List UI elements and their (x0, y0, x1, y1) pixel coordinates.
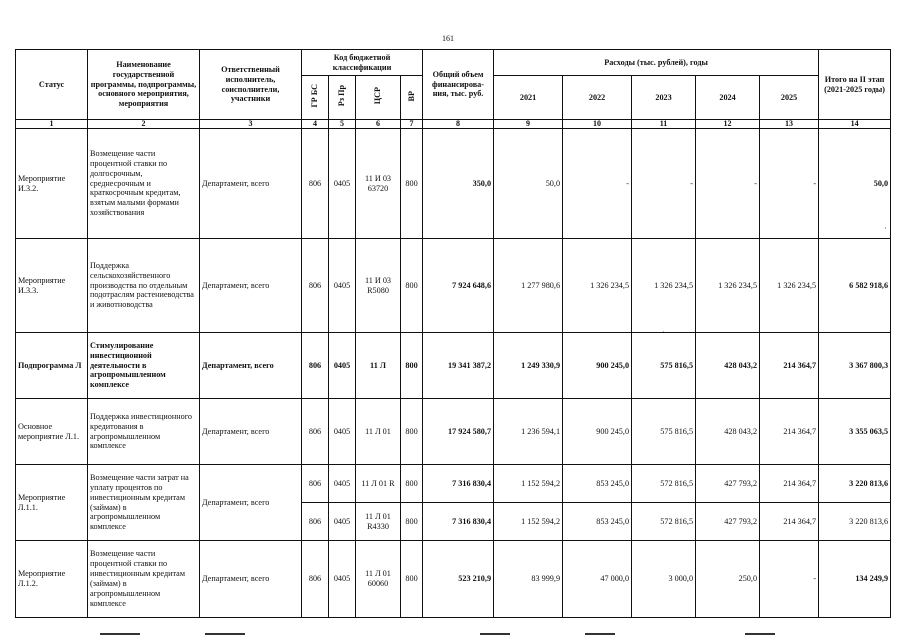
scan-edge-mark (480, 633, 510, 635)
cell-rzpr: 0405 (329, 129, 356, 239)
cell-vr: 800 (401, 541, 423, 618)
column-number: 14 (819, 120, 891, 129)
cell-year: 427 793,2 (696, 465, 760, 503)
header-grbs: ГР БС (302, 76, 329, 120)
cell-rzpr: 0405 (329, 333, 356, 399)
scan-edge-mark (205, 633, 245, 635)
cell-year: - (760, 129, 819, 239)
cell-year: 572 816,5 (632, 465, 696, 503)
row-name: Возмещение части затрат на уплату процентов по инвестиционным кредитам (займам) в агропромышленном комплексе (88, 465, 200, 541)
cell-year: - (632, 129, 696, 239)
cell-grbs: 806 (302, 239, 329, 333)
cell-stage-total: 134 249,9 (819, 541, 891, 618)
cell-rzpr: 0405 (329, 239, 356, 333)
cell-year: 47 000,0 (563, 541, 632, 618)
scan-edge-mark (100, 633, 140, 635)
page-number: 161 (442, 34, 454, 43)
header-rzpr: Рз Пр (329, 76, 356, 120)
cell-rzpr: 0405 (329, 465, 356, 503)
cell-total: 350,0 (423, 129, 494, 239)
cell-grbs: 806 (302, 399, 329, 465)
budget-table (15, 49, 891, 618)
cell-year: 50,0 (494, 129, 563, 239)
row-executor: Департамент, всего (200, 465, 302, 541)
column-number: 2 (88, 120, 200, 129)
column-number: 7 (401, 120, 423, 129)
cell-stage-total: 3 220 813,6 (819, 465, 891, 503)
cell-rzpr: 0405 (329, 541, 356, 618)
column-number: 12 (696, 120, 760, 129)
cell-year: - (760, 541, 819, 618)
header-year: 2022 (563, 76, 632, 120)
row-executor: Департамент, всего (200, 333, 302, 399)
cell-year: 1 236 594,1 (494, 399, 563, 465)
column-number: 4 (302, 120, 329, 129)
cell-total: 19 341 387,2 (423, 333, 494, 399)
table-row (16, 129, 891, 239)
header-status: Статус (16, 50, 88, 120)
cell-year: 1 326 234,5 (760, 239, 819, 333)
header-year: 2021 (494, 76, 563, 120)
cell-year: 575 816,5 (632, 399, 696, 465)
header-name: Наименование государственной программы, подпрограммы, основного мероприятия, мероприятия (88, 50, 200, 120)
table-row (16, 465, 891, 503)
cell-grbs: 806 (302, 129, 329, 239)
row-name: Возмещение части процентной ставки по долгосрочным, среднесрочным и краткосрочным кредитам, взятым малыми формами хозяйствования (88, 129, 200, 239)
row-executor: Департамент, всего (200, 239, 302, 333)
column-number: 6 (356, 120, 401, 129)
header-expenses: Расходы (тыс. рублей), годы (494, 50, 819, 76)
cell-total: 7 316 830,4 (423, 503, 494, 541)
cell-year: 3 000,0 (632, 541, 696, 618)
cell-year: - (696, 129, 760, 239)
cell-year: 1 152 594,2 (494, 503, 563, 541)
cell-csr: 11 Л (356, 333, 401, 399)
cell-year: 1 249 330,9 (494, 333, 563, 399)
scan-dot: · (884, 224, 887, 233)
column-number: 13 (760, 120, 819, 129)
scan-edge-mark (585, 633, 615, 635)
cell-year: 214 364,7 (760, 333, 819, 399)
cell-total: 523 210,9 (423, 541, 494, 618)
table-row (16, 239, 891, 333)
cell-stage-total: 3 355 063,5 (819, 399, 891, 465)
cell-grbs: 806 (302, 503, 329, 541)
cell-year: 1 326 234,5 (696, 239, 760, 333)
cell-csr: 11 И 03 63720 (356, 129, 401, 239)
cell-year: 83 999,9 (494, 541, 563, 618)
cell-vr: 800 (401, 399, 423, 465)
cell-year: 900 245,0 (563, 333, 632, 399)
cell-year: - (563, 129, 632, 239)
scan-dot: · (662, 328, 665, 337)
column-number: 10 (563, 120, 632, 129)
header-csr: ЦСР (356, 76, 401, 120)
header-stage-total: Итого на II этап (2021-2025 годы) (819, 50, 891, 120)
cell-stage-total: 3 220 813,6 (819, 503, 891, 541)
cell-year: 214 364,7 (760, 503, 819, 541)
cell-total: 7 316 830,4 (423, 465, 494, 503)
header-executor: Ответственный исполнитель, соисполнители, участники (200, 50, 302, 120)
header-year: 2025 (760, 76, 819, 120)
cell-grbs: 806 (302, 541, 329, 618)
cell-total: 7 924 648,6 (423, 239, 494, 333)
row-status: Основное мероприятие Л.1. (16, 399, 88, 465)
cell-year: 853 245,0 (563, 503, 632, 541)
cell-year: 853 245,0 (563, 465, 632, 503)
cell-year: 1 152 594,2 (494, 465, 563, 503)
row-executor: Департамент, всего (200, 541, 302, 618)
header-budget-code: Код бюджетной классификации (302, 50, 423, 76)
table-row (16, 399, 891, 465)
cell-year: 575 816,5 (632, 333, 696, 399)
row-name: Поддержка инвестиционного кредитования в агропромышленном комплексе (88, 399, 200, 465)
cell-year: 214 364,7 (760, 399, 819, 465)
column-number: 8 (423, 120, 494, 129)
cell-rzpr: 0405 (329, 399, 356, 465)
cell-vr: 800 (401, 129, 423, 239)
cell-year: 214 364,7 (760, 465, 819, 503)
cell-year: 250,0 (696, 541, 760, 618)
cell-stage-total: 6 582 918,6 (819, 239, 891, 333)
cell-vr: 800 (401, 333, 423, 399)
cell-year: 1 277 980,6 (494, 239, 563, 333)
cell-grbs: 806 (302, 333, 329, 399)
column-number: 1 (16, 120, 88, 129)
row-name: Поддержка сельскохозяйственного производства по отдельным подотраслям растениеводства и животноводства (88, 239, 200, 333)
header-year: 2023 (632, 76, 696, 120)
row-status: Подпрограмма Л (16, 333, 88, 399)
cell-csr: 11 Л 01 R (356, 465, 401, 503)
cell-year: 1 326 234,5 (563, 239, 632, 333)
row-name: Стимулирование инвестиционной деятельности в агропромышленном комплексе (88, 333, 200, 399)
row-status: Мероприятие И.3.2. (16, 129, 88, 239)
column-number: 9 (494, 120, 563, 129)
cell-vr: 800 (401, 503, 423, 541)
cell-total: 17 924 580,7 (423, 399, 494, 465)
table-row (16, 333, 891, 399)
cell-grbs: 806 (302, 465, 329, 503)
row-executor: Департамент, всего (200, 399, 302, 465)
column-number: 11 (632, 120, 696, 129)
cell-csr: 11 Л 01 R4330 (356, 503, 401, 541)
column-number: 5 (329, 120, 356, 129)
header-year: 2024 (696, 76, 760, 120)
cell-csr: 11 И 03 R5080 (356, 239, 401, 333)
column-number: 3 (200, 120, 302, 129)
row-status: Мероприятие Л.1.2. (16, 541, 88, 618)
cell-year: 427 793,2 (696, 503, 760, 541)
cell-stage-total: 3 367 800,3 (819, 333, 891, 399)
cell-vr: 800 (401, 465, 423, 503)
scan-edge-mark (745, 633, 775, 635)
cell-rzpr: 0405 (329, 503, 356, 541)
row-executor: Департамент, всего (200, 129, 302, 239)
cell-year: 428 043,2 (696, 333, 760, 399)
table-row (16, 541, 891, 618)
row-status: Мероприятие Л.1.1. (16, 465, 88, 541)
cell-year: 572 816,5 (632, 503, 696, 541)
cell-csr: 11 Л 01 (356, 399, 401, 465)
row-name: Возмещение части процентной ставки по инвестиционным кредитам (займам) в агропромышленном комплексе (88, 541, 200, 618)
header-total: Общий объем финансирова-ния, тыс. руб. (423, 50, 494, 120)
cell-stage-total: 50,0 (819, 129, 891, 239)
cell-year: 1 326 234,5 (632, 239, 696, 333)
cell-year: 428 043,2 (696, 399, 760, 465)
cell-csr: 11 Л 01 60060 (356, 541, 401, 618)
header-vr: ВР (401, 76, 423, 120)
cell-vr: 800 (401, 239, 423, 333)
row-status: Мероприятие И.3.3. (16, 239, 88, 333)
cell-year: 900 245,0 (563, 399, 632, 465)
